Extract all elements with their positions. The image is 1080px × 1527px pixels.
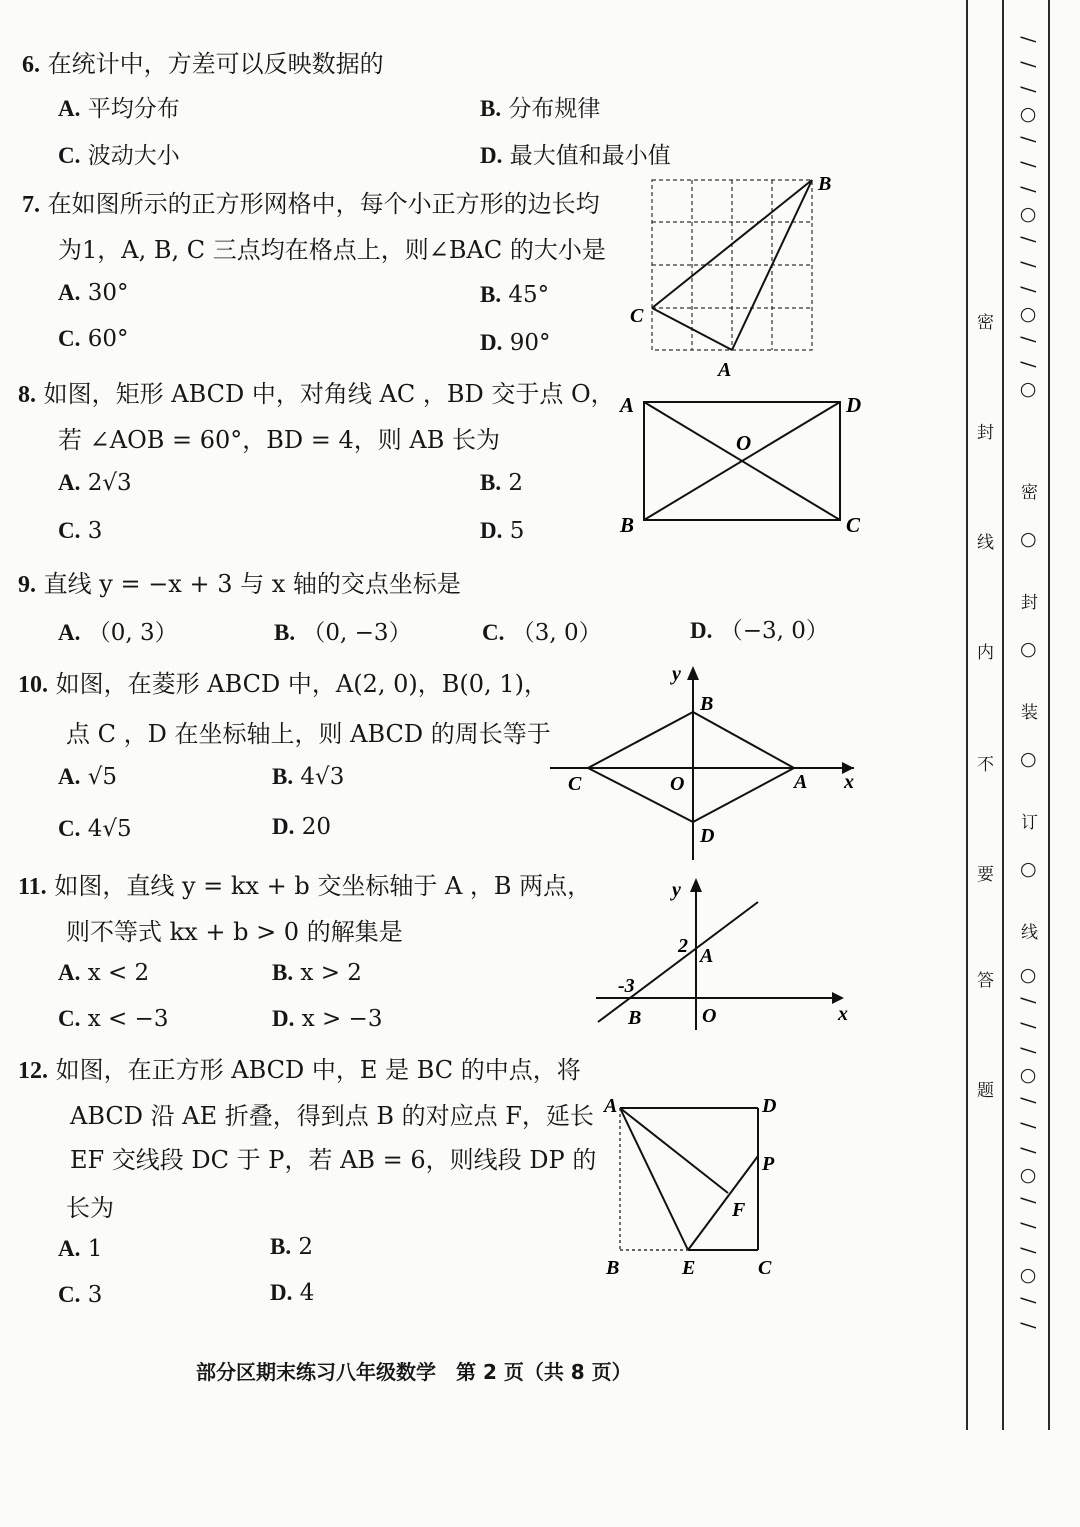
q12-label-f: F xyxy=(732,1199,746,1221)
q10-option-b: B. 4√3 xyxy=(272,764,345,790)
q6-option-b: B. 分布规律 xyxy=(480,96,601,122)
side-inner-char-1: 密 xyxy=(977,313,994,333)
q10-stem-line2: 点 C ，D 在坐标轴上，则 ABCD 的周长等于 xyxy=(66,720,551,748)
q11-option-a: A. x < 2 xyxy=(58,960,150,986)
side-outer-char-1: 密 xyxy=(1021,483,1038,503)
q8-option-a: A. 2√3 xyxy=(58,470,132,496)
binding-line-left xyxy=(966,0,968,1430)
binding-line-right xyxy=(1048,0,1050,1430)
q12-stem-line2: ABCD 沿 AE 折叠，得到点 B 的对应点 F，延长 xyxy=(70,1102,594,1130)
side-outer-char-2: 封 xyxy=(1021,593,1038,613)
q7-stem-line2: 为1，A, B, C 三点均在格点上，则∠BAC 的大小是 xyxy=(58,236,606,264)
page-footer: 部分区期末练习八年级数学 第 2 页（共 8 页） xyxy=(196,1360,632,1384)
q11-label-a: A xyxy=(700,945,714,967)
q12-square xyxy=(620,1108,758,1250)
q12-label-b: B xyxy=(606,1257,620,1279)
q12-option-b: B. 2 xyxy=(270,1234,314,1260)
q10-rhombus-figure xyxy=(548,660,868,865)
q7-label-c: C xyxy=(630,305,644,327)
q11-label-o: O xyxy=(702,1005,717,1027)
binding-line-middle xyxy=(1002,0,1004,1430)
side-cut-marks-bottom: ○ / / / ○ / / / ○ / / / ○ / / xyxy=(1017,964,1040,1329)
q6-number: 6. xyxy=(22,52,40,78)
q12-label-c: C xyxy=(758,1257,772,1279)
q6-stem: 6. 在统计中，方差可以反映数据的 xyxy=(22,50,384,78)
side-inner-char-3: 线 xyxy=(977,533,994,553)
q11-label-y: y xyxy=(672,879,681,901)
q9-option-d: D. （−3, 0） xyxy=(690,618,829,644)
q10-number: 10. xyxy=(18,672,48,698)
q11-label-b: B xyxy=(628,1007,642,1029)
q10-label-o: O xyxy=(670,773,685,795)
q12-option-a: A. 1 xyxy=(58,1236,103,1262)
q12-label-p: P xyxy=(762,1153,775,1175)
q6-option-d: D. 最大值和最小值 xyxy=(480,143,671,169)
q8-rectangle xyxy=(644,402,840,520)
q12-option-c: C. 3 xyxy=(58,1282,103,1308)
q11-y-arrow xyxy=(690,878,702,892)
q11-label-2: 2 xyxy=(678,935,688,957)
q8-option-d: D. 5 xyxy=(480,518,525,544)
q10-label-d: D xyxy=(700,825,715,847)
q6-option-a: A. 平均分布 xyxy=(58,96,180,122)
q6-option-c: C. 波动大小 xyxy=(58,143,180,169)
q11-stem-line1: 11. 如图，直线 y = kx + b 交坐标轴于 A ，B 两点， xyxy=(18,872,592,900)
q8-option-b: B. 2 xyxy=(480,470,524,496)
q12-label-d: D xyxy=(762,1095,777,1117)
q8-label-b: B xyxy=(620,513,635,537)
q8-label-c: C xyxy=(846,513,861,537)
side-circle-4: ○ xyxy=(1020,858,1037,880)
q12-option-d: D. 4 xyxy=(270,1280,315,1306)
q9-option-b: B. （0, −3） xyxy=(274,620,412,646)
q10-label-x: x xyxy=(844,771,854,793)
q9-option-a: A. （0, 3） xyxy=(58,620,178,646)
q9-option-c: C. （3, 0） xyxy=(482,620,602,646)
q10-option-a: A. √5 xyxy=(58,764,117,790)
side-inner-char-4: 内 xyxy=(977,643,994,663)
q12-stem-line1: 12. 如图，在正方形 ABCD 中，E 是 BC 的中点，将 xyxy=(18,1056,581,1084)
q8-stem-line2: 若 ∠AOB = 60°，BD = 4，则 AB 长为 xyxy=(58,426,501,454)
q12-label-a: A xyxy=(604,1095,618,1117)
q7-label-a: A xyxy=(718,359,732,381)
side-inner-char-5: 不 xyxy=(977,755,994,775)
q11-label-x: x xyxy=(838,1003,848,1025)
q8-rectangle-figure xyxy=(612,388,872,538)
q12-label-e: E xyxy=(682,1257,696,1279)
q7-number: 7. xyxy=(22,192,40,218)
side-cut-marks-top: / / / ○ / / / ○ / / / ○ / / ○ xyxy=(1017,36,1040,400)
q12-stem-line3: EF 交线段 DC 于 P，若 AB = 6，则线段 DP 的 xyxy=(70,1146,597,1174)
q9-stem: 9. 直线 y = −x + 3 与 x 轴的交点坐标是 xyxy=(18,570,461,598)
side-circle-3: ○ xyxy=(1020,748,1037,770)
q12-square-figure xyxy=(600,1088,800,1283)
q10-stem-line1: 10. 如图，在菱形 ABCD 中，A(2, 0)，B(0, 1)， xyxy=(18,670,548,698)
q7-label-b: B xyxy=(818,173,832,195)
q8-option-c: C. 3 xyxy=(58,518,103,544)
side-outer-char-4: 订 xyxy=(1021,813,1038,833)
q8-stem-line1: 8. 如图，矩形 ABCD 中，对角线 AC ，BD 交于点 O， xyxy=(18,380,615,408)
q10-label-y: y xyxy=(672,663,681,685)
q7-stem-line1: 7. 在如图所示的正方形网格中，每个小正方形的边长均 xyxy=(22,190,600,218)
q7-option-d: D. 90° xyxy=(480,330,551,356)
q11-label-neg3: -3 xyxy=(618,975,635,997)
q11-option-d: D. x > −3 xyxy=(272,1006,383,1032)
q7-option-b: B. 45° xyxy=(480,282,550,308)
q12-number: 12. xyxy=(18,1058,48,1084)
q7-grid-figure xyxy=(620,168,850,383)
q8-number: 8. xyxy=(18,382,36,408)
side-outer-char-5: 线 xyxy=(1021,923,1038,943)
side-outer-char-3: 装 xyxy=(1021,703,1038,723)
side-inner-char-2: 封 xyxy=(977,423,994,443)
q11-number: 11. xyxy=(18,874,47,900)
side-inner-char-7: 答 xyxy=(977,971,994,991)
q8-label-a: A xyxy=(620,393,635,417)
q8-label-d: D xyxy=(846,393,862,417)
q10-y-arrow xyxy=(687,666,699,680)
q7-option-c: C. 60° xyxy=(58,326,129,352)
q11-line xyxy=(598,902,758,1022)
side-circle-2: ○ xyxy=(1020,638,1037,660)
q11-option-b: B. x > 2 xyxy=(272,960,362,986)
q11-stem-line2: 则不等式 kx + b > 0 的解集是 xyxy=(66,918,403,946)
q11-option-c: C. x < −3 xyxy=(58,1006,169,1032)
q12-stem-line4: 长为 xyxy=(66,1194,114,1222)
side-inner-char-8: 题 xyxy=(977,1081,994,1101)
q10-option-d: D. 20 xyxy=(272,814,331,840)
q8-label-o: O xyxy=(736,431,752,455)
q7-option-a: A. 30° xyxy=(58,280,129,306)
q10-label-a: A xyxy=(794,771,808,793)
q7-grid-lines xyxy=(652,180,812,350)
side-circle-1: ○ xyxy=(1020,528,1037,550)
q11-line-figure xyxy=(592,872,862,1037)
q10-label-c: C xyxy=(568,773,582,795)
q10-label-b: B xyxy=(700,693,714,715)
q10-option-c: C. 4√5 xyxy=(58,816,132,842)
side-inner-char-6: 要 xyxy=(977,865,994,885)
q9-number: 9. xyxy=(18,572,36,598)
